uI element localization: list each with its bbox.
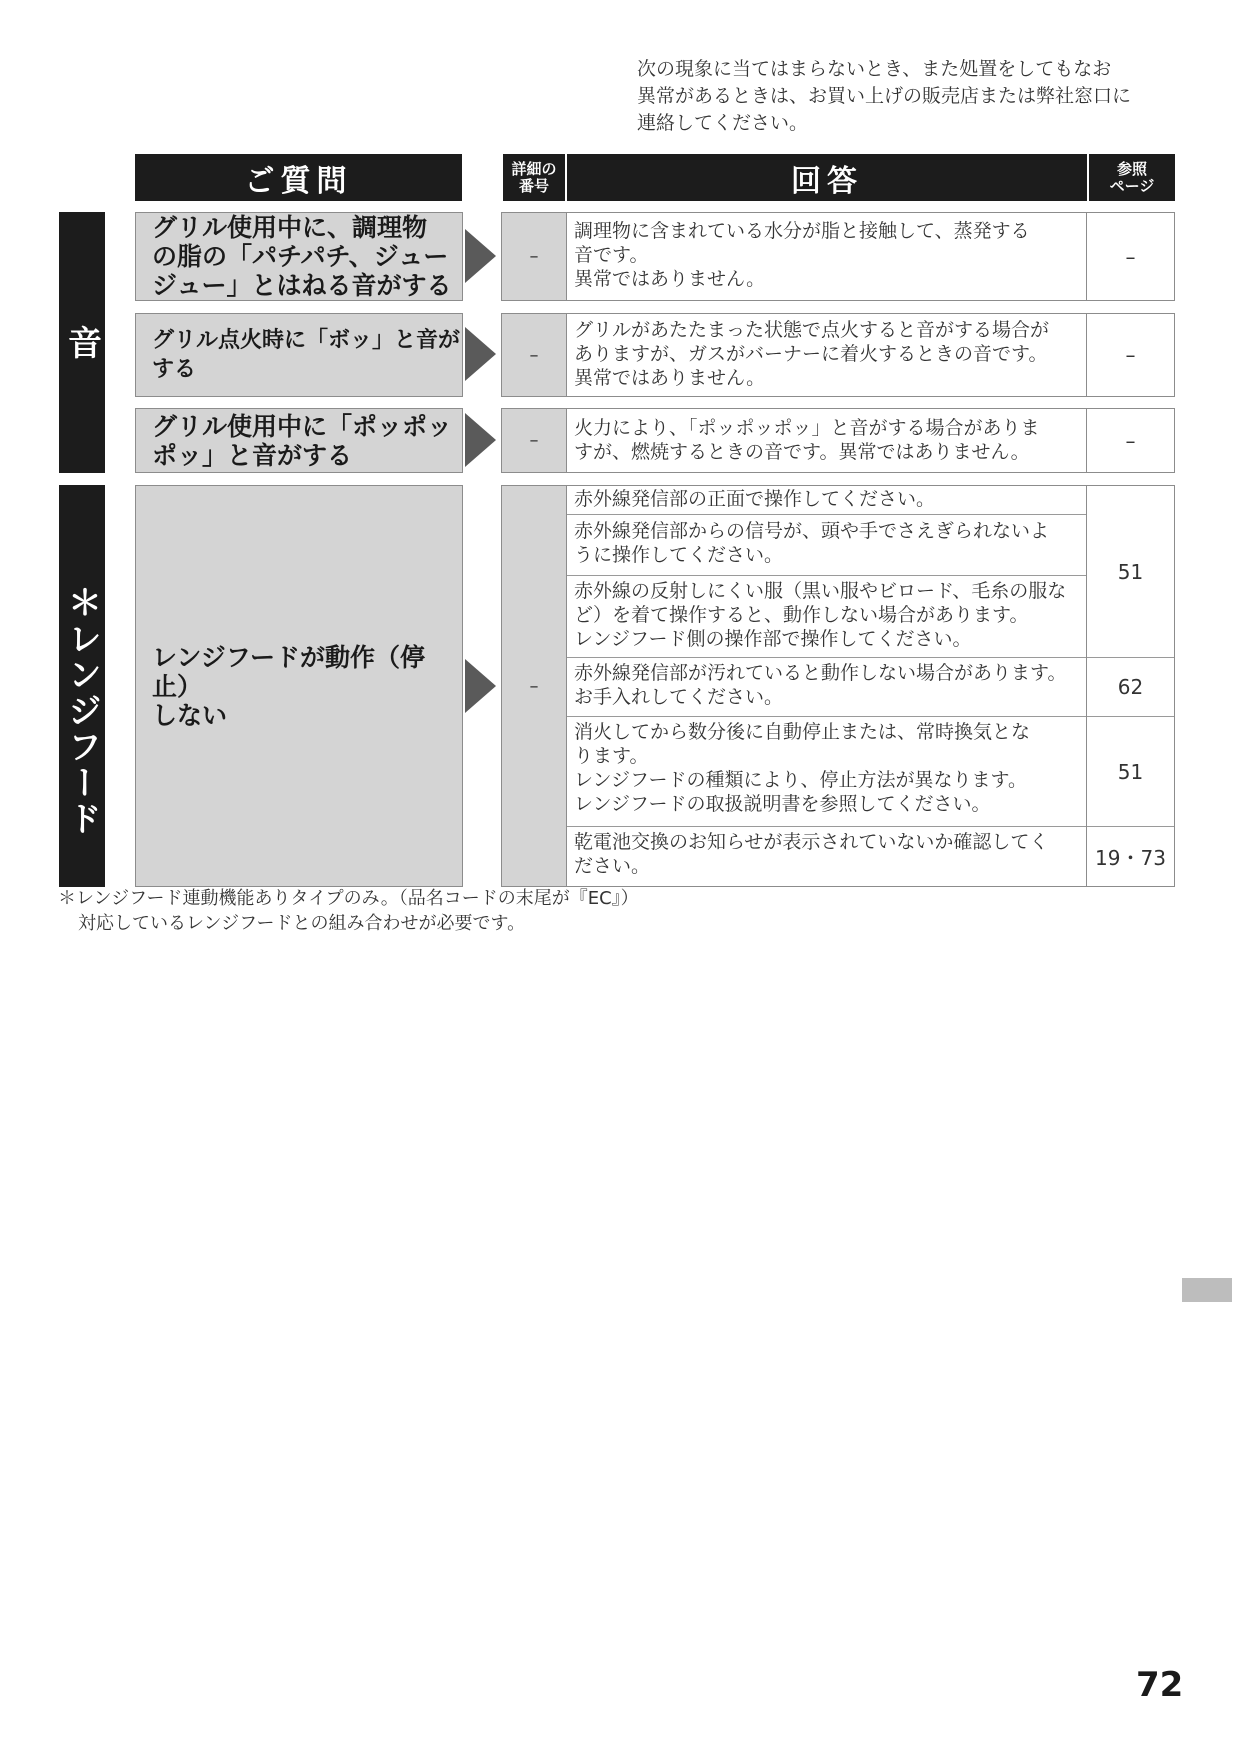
- answer-line: レンジフードの種類により、停止方法が異なります。: [574, 769, 1027, 791]
- intro-line: 次の現象に当てはまらないとき、また処置をしてもなお: [637, 58, 1112, 80]
- question-cell: [135, 313, 463, 397]
- reference-page: –: [1125, 428, 1136, 453]
- answer-line: ります。: [574, 745, 649, 767]
- reference-page: –: [1125, 244, 1136, 269]
- answer-line: 消火してから数分後に自動停止または、常時換気とな: [574, 721, 1031, 743]
- answer-line: ど）を着て操作すると、動作しない場合があります。: [574, 604, 1029, 626]
- question-line: グリル使用中に「ポッポッ: [152, 411, 453, 441]
- question-line: レンジフードが動作（停止）: [152, 642, 426, 701]
- question-line: しない: [152, 700, 228, 730]
- category-rangehood-label: ＊レンジフード: [61, 585, 102, 837]
- header-reference-page: [1089, 154, 1175, 201]
- answer-line: 調理物に含まれている水分が脂と接触して、蒸発する: [574, 220, 1030, 242]
- row-divider: [567, 716, 1174, 717]
- row-divider: [567, 514, 1086, 515]
- answer-box: [566, 212, 1175, 301]
- header-question: ご質問: [135, 154, 462, 201]
- reference-page: 19・73: [1095, 846, 1166, 870]
- answer-line: 赤外線発信部が汚れていると動作しない場合があります。: [574, 662, 1067, 684]
- question-line: グリル点火時に「ボッ」と音がする: [152, 328, 461, 382]
- detail-number-cell: –: [501, 212, 567, 301]
- answer-line: 赤外線発信部の正面で操作してください。: [574, 488, 936, 510]
- arrow-right-icon: [465, 659, 496, 713]
- header-reference-page-line: ページ: [1109, 176, 1155, 195]
- intro-line: 連絡してください。: [637, 112, 809, 134]
- intro-text: [637, 56, 1197, 137]
- question-cell: [135, 408, 463, 473]
- category-rangehood: [59, 485, 105, 887]
- answer-line: 赤外線の反射しにくい服（黒い服やビロード、毛糸の服な: [574, 580, 1067, 602]
- answer-box: [566, 313, 1175, 397]
- question-line: の脂の「パチパチ、ジュー: [152, 242, 449, 271]
- header-reference-page-line: 参照: [1116, 159, 1147, 178]
- footnote: [58, 886, 639, 936]
- answer-line: ださい。: [574, 855, 651, 877]
- row-divider: [567, 657, 1174, 658]
- detail-number-cell: –: [501, 408, 567, 473]
- reference-page: 51: [1117, 559, 1144, 584]
- answer-line: グリルがあたたまった状態で点火すると音がする場合が: [574, 319, 1050, 341]
- answer-line: 異常ではありません。: [574, 367, 766, 389]
- answer-text: [567, 219, 1030, 291]
- header-detail-number-line: 番号: [518, 176, 549, 195]
- row-divider: [567, 575, 1086, 576]
- answer-line: レンジフード側の操作部で操作してください。: [574, 628, 972, 650]
- answer-text: [567, 487, 935, 511]
- reference-page: –: [1125, 343, 1136, 367]
- answer-box: [566, 408, 1175, 473]
- answer-line: レンジフードの取扱説明書を参照してください。: [574, 793, 991, 815]
- footnote-line: 対応しているレンジフードとの組み合わせが必要です。: [78, 913, 526, 934]
- intro-line: 異常があるときは、お買い上げの販売店または弊社窓口に: [637, 85, 1132, 107]
- footnote-line: ＊レンジフード連動機能ありタイプのみ。（品名コードの末尾が『EC』）: [58, 888, 639, 909]
- answer-text: [567, 661, 1066, 709]
- answer-text: [567, 318, 1049, 390]
- answer-text: [567, 416, 1040, 464]
- answer-line: 音です。: [574, 244, 649, 266]
- reference-page: 62: [1117, 675, 1144, 699]
- category-sound: [59, 212, 105, 473]
- answer-line: 乾電池交換のお知らせが表示されていないか確認してく: [574, 831, 1049, 853]
- answer-line: 赤外線発信部からの信号が、頭や手でさえぎられないよ: [574, 520, 1050, 542]
- arrow-right-icon: [465, 327, 496, 381]
- answer-line: ありますが、ガスがバーナーに着火するときの音です。: [574, 343, 1048, 365]
- answer-text: [567, 720, 1030, 816]
- question-cell: [135, 212, 463, 301]
- answer-line: すが、燃焼するときの音です。異常ではありません。: [574, 441, 1030, 463]
- category-sound-label: 音: [61, 324, 102, 361]
- answer-line: お手入れしてください。: [574, 686, 784, 708]
- question-cell: [135, 485, 463, 887]
- header-detail-number: [503, 154, 565, 201]
- header-detail-number-line: 詳細の: [511, 159, 557, 178]
- answer-line: 異常ではありません。: [574, 268, 766, 290]
- answer-text: [567, 830, 1048, 878]
- question-line: ポッ」と音がする: [152, 440, 353, 470]
- row-divider: [567, 826, 1174, 827]
- detail-number-cell: –: [501, 485, 567, 887]
- arrow-right-icon: [465, 229, 496, 283]
- question-line: ジュー」とはねる音がする: [152, 271, 452, 300]
- answer-box: [566, 485, 1175, 887]
- answer-text: [567, 519, 1049, 567]
- page-number: 72: [1136, 1665, 1184, 1705]
- detail-number-cell: –: [501, 313, 567, 397]
- answer-line: 火力により、「ポッポッポッ」と音がする場合がありま: [574, 417, 1040, 439]
- index-tab: [1182, 1278, 1232, 1302]
- question-line: グリル使用中に、調理物: [152, 213, 428, 242]
- answer-line: うに操作してください。: [574, 544, 784, 566]
- answer-text: [567, 579, 1066, 651]
- arrow-right-icon: [465, 413, 496, 467]
- header-answer: 回答: [567, 154, 1087, 201]
- reference-page: 51: [1117, 759, 1144, 784]
